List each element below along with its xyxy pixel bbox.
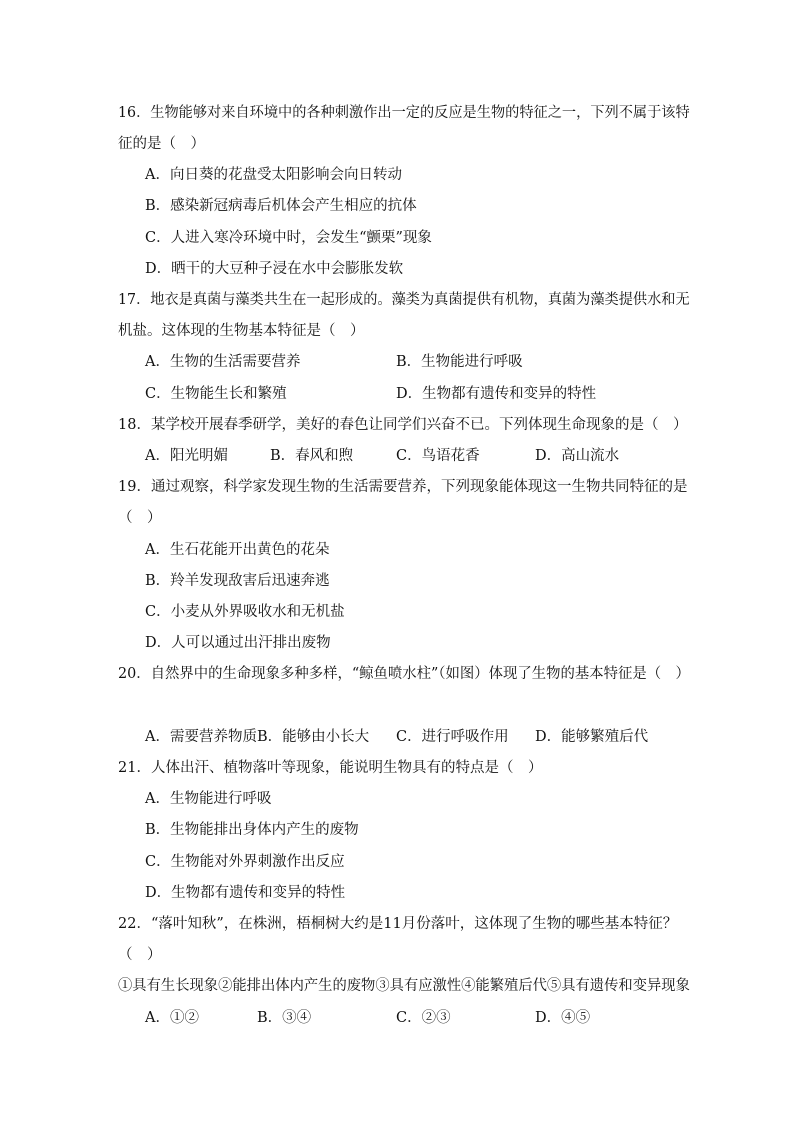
question-18-option-a: A．阳光明媚 — [145, 448, 228, 464]
question-16-option-a: A．向日葵的花盘受太阳影响会向日转动 — [145, 167, 402, 183]
question-20-option-c: C．进行呼吸作用 — [396, 729, 509, 745]
question-19-option-c: C．小麦从外界吸收水和无机盐 — [145, 604, 345, 620]
question-19-option-d: D．人可以通过出汗排出废物 — [145, 635, 331, 651]
question-18-option-b: B．春风和煦 — [270, 448, 354, 464]
question-22-stem-line-1: 22．“落叶知秋”，在株洲，梧桐树大约是11月份落叶，这体现了生物的哪些基本特征？ — [118, 916, 678, 932]
question-20-option-b: B．能够由小长大 — [257, 729, 370, 745]
question-19-option-b: B．羚羊发现敌害后迅速奔逃 — [145, 573, 330, 589]
question-19-stem-line-2: （ ） — [118, 510, 162, 526]
question-17-option-a: A．生物的生活需要营养 — [145, 354, 301, 370]
question-17-option-b: B．生物能进行呼吸 — [396, 354, 523, 370]
question-18-option-d: D．高山流水 — [535, 448, 620, 464]
question-21-option-d: D．生物都有遗传和变异的特性 — [145, 885, 346, 901]
question-20-option-a: A．需要营养物质 — [145, 729, 257, 745]
question-16-stem-line-1: 16．生物能够对来自环境中的各种刺激作出一定的反应是生物的特征之一，下列不属于该特 — [118, 105, 690, 121]
question-22-stem-line-3: ①具有生长现象②能排出体内产生的废物③具有应激性④能繁殖后代⑤具有遗传和变异现象 — [118, 978, 690, 994]
question-22-option-a: A．①② — [145, 1010, 199, 1026]
question-16-option-b: B．感染新冠病毒后机体会产生相应的抗体 — [145, 198, 417, 214]
question-21-option-c: C．生物能对外界刺激作出反应 — [145, 854, 345, 870]
question-18-option-c: C．鸟语花香 — [396, 448, 480, 464]
question-21-option-b: B．生物能排出身体内产生的废物 — [145, 822, 359, 838]
question-20-stem: 20．自然界中的生命现象多种多样，“鲸鱼喷水柱”（如图）体现了生物的基本特征是（ ） — [118, 666, 690, 682]
question-16-stem-line-2: 征的是（ ） — [118, 136, 205, 152]
question-21-option-a: A．生物能进行呼吸 — [145, 791, 272, 807]
question-16-option-d: D．晒干的大豆种子浸在水中会膨胀发软 — [145, 261, 404, 277]
question-22-stem-line-2: （ ） — [118, 947, 162, 963]
question-22-option-c: C．②③ — [396, 1010, 451, 1026]
question-19-option-a: A．生石花能开出黄色的花朵 — [145, 542, 330, 558]
question-17-option-c: C．生物能生长和繁殖 — [145, 386, 287, 402]
question-18-stem: 18．某学校开展春季研学，美好的春色让同学们兴奋不已。下列体现生命现象的是（ ） — [118, 417, 688, 433]
question-21-stem: 21．人体出汗、植物落叶等现象，能说明生物具有的特点是（ ） — [118, 760, 543, 776]
question-22-option-b: B．③④ — [257, 1010, 312, 1026]
question-17-option-d: D．生物都有遗传和变异的特性 — [396, 386, 597, 402]
question-22-option-d: D．④⑤ — [535, 1010, 591, 1026]
question-16-option-c: C．人进入寒冷环境中时，会发生“颤栗”现象 — [145, 230, 432, 246]
question-17-stem-line-1: 17．地衣是真菌与藻类共生在一起形成的。藻类为真菌提供有机物，真菌为藻类提供水和无 — [118, 292, 690, 308]
question-19-stem-line-1: 19．通过观察，科学家发现生物的生活需要营养，下列现象能体现这一生物共同特征的是 — [118, 479, 688, 495]
question-20-option-d: D．能够繁殖后代 — [535, 729, 649, 745]
question-17-stem-line-2: 机盐。这体现的生物基本特征是（ ） — [118, 323, 365, 339]
